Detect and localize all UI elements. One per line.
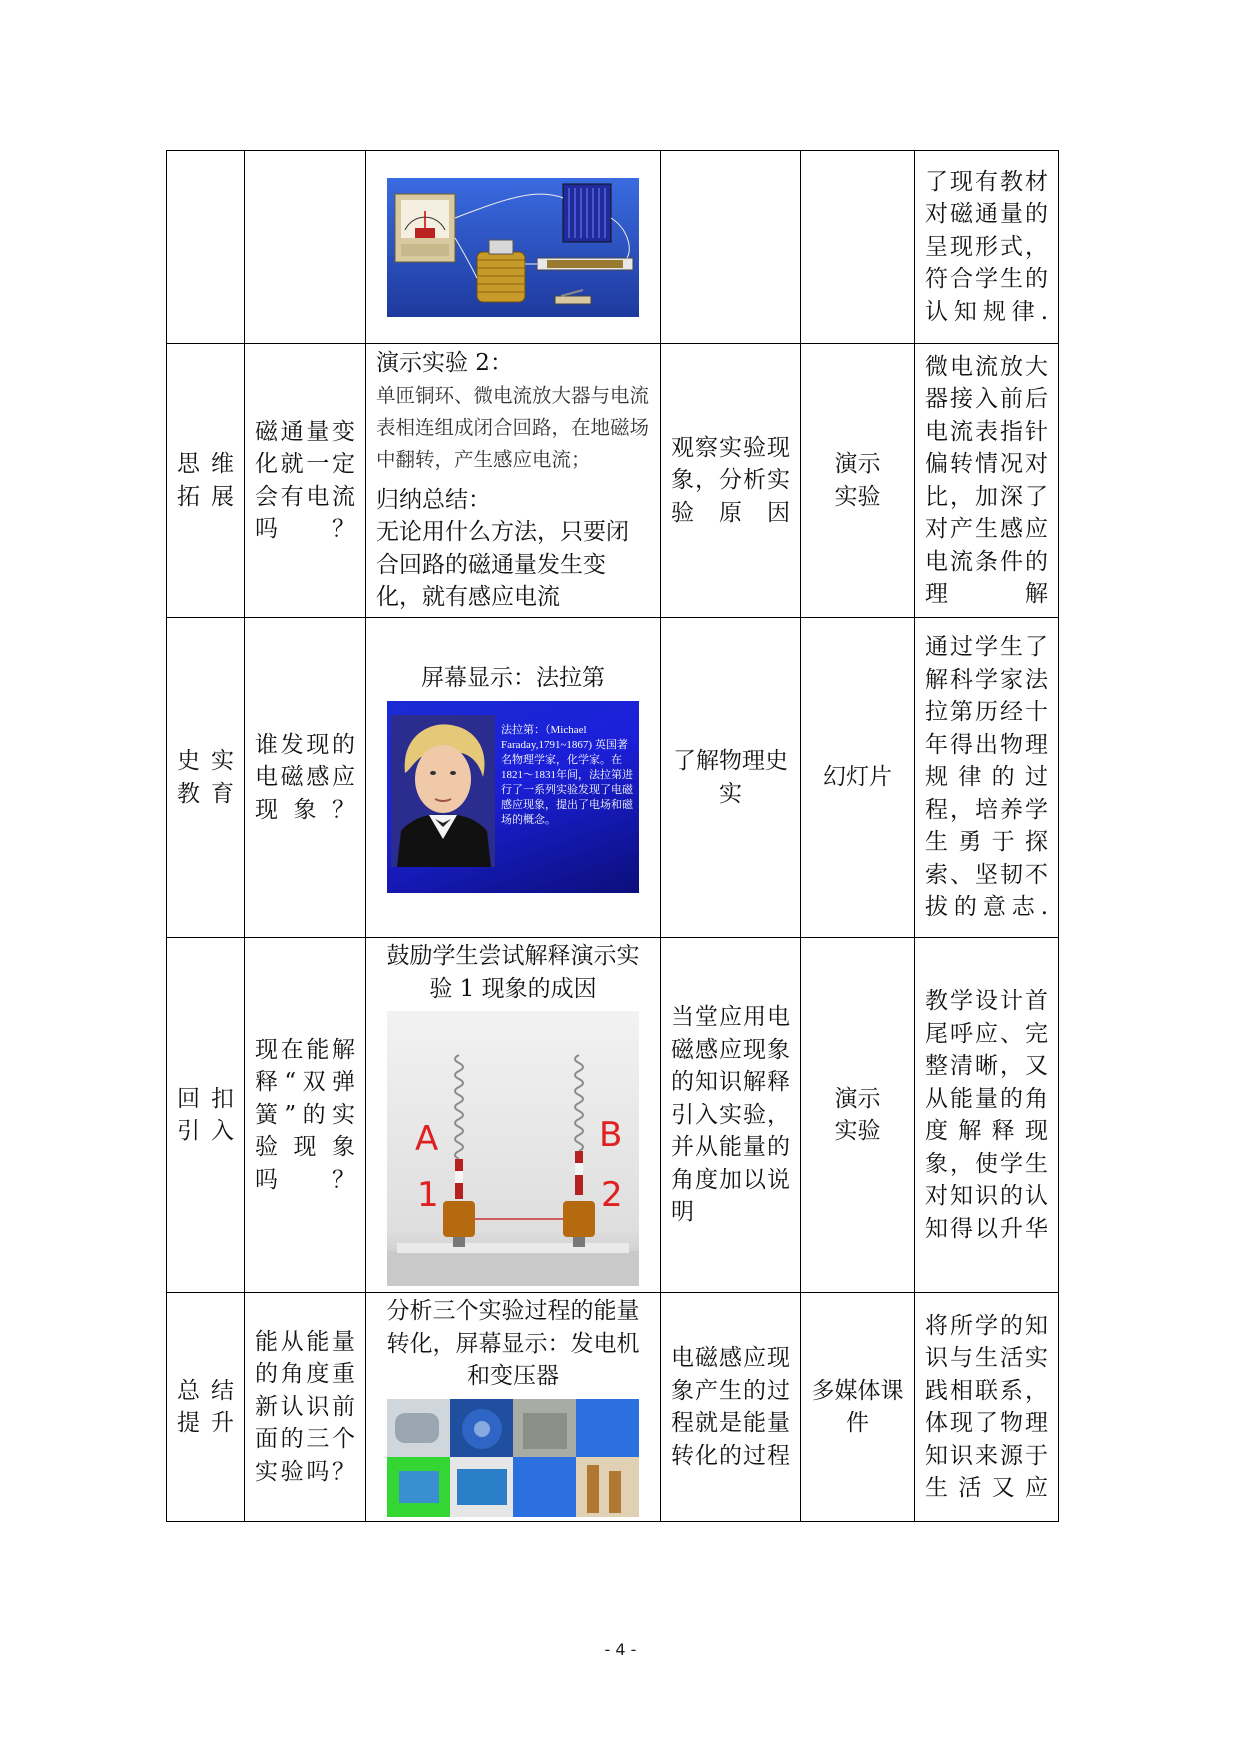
- table-row: [167, 151, 1059, 344]
- question-cell: 现在能解释“双弹簧”的实验现象吗？: [245, 938, 366, 1293]
- method-cell: 演示实验: [801, 344, 915, 618]
- question-cell: [245, 151, 366, 344]
- student-cell: 了解物理史实: [661, 618, 801, 938]
- generator-transformer-collage: [387, 1399, 639, 1517]
- table-row: [167, 1293, 1059, 1522]
- student-cell: 当堂应用电磁感应现象的知识解释引入实验，并从能量的角度加以说明: [661, 938, 801, 1293]
- activity-cell: [366, 938, 661, 1293]
- analysis-caption: 分析三个实验过程的能量转化，屏幕显示：发电机和变压器: [386, 1298, 640, 1389]
- intent-cell: 将所学的知识与生活实践相联系，体现了物理知识来源于生活又应: [915, 1293, 1059, 1522]
- galvanometer-experiment-image: [387, 178, 639, 317]
- slide-caption: 屏幕显示：法拉第: [421, 665, 605, 692]
- activity-cell: [366, 151, 661, 344]
- stage-cell: 史实教育: [167, 618, 245, 938]
- method-cell: 幻灯片: [801, 618, 915, 938]
- intent-cell: 微电流放大器接入前后电流表指针偏转情况对比，加深了对产生感应电流条件的理解: [915, 344, 1059, 618]
- table-row: [167, 938, 1059, 1293]
- method-cell: 演示实验: [801, 938, 915, 1293]
- table-row: [167, 344, 1059, 618]
- intent-cell: 了现有教材对磁通量的呈现形式，符合学生的认知规律.: [915, 151, 1059, 344]
- summary-text: 无论用什么方法，只要闭合回路的磁通量发生变化，就有感应电流: [376, 519, 629, 611]
- activity-cell: [366, 618, 661, 938]
- method-cell: 多媒体课件: [801, 1293, 915, 1522]
- stage-cell: 总结提升: [167, 1293, 245, 1522]
- label-a: A: [415, 1119, 439, 1159]
- demo-title: 演示实验 2：: [376, 350, 513, 377]
- stage-cell: 思维拓展: [167, 344, 245, 618]
- question-cell: 能从能量的角度重新认识前面的三个实验吗？: [245, 1293, 366, 1522]
- activity-cell: [366, 344, 661, 618]
- activity-cell: [366, 1293, 661, 1522]
- question-cell: 磁通量变化就一定会有电流吗？: [245, 344, 366, 618]
- double-spring-photo: [387, 1011, 639, 1286]
- student-cell: 观察实验现象，分析实验原因: [661, 344, 801, 618]
- student-cell: [661, 151, 801, 344]
- table-row: [167, 618, 1059, 938]
- method-cell: [801, 151, 915, 344]
- stage-cell: 回扣引入: [167, 938, 245, 1293]
- page-number: - 4 -: [604, 1640, 637, 1659]
- intent-cell: 通过学生了解科学家法拉第历经十年得出物理规律的过程，培养学生勇于探索、坚韧不拔的意志.: [915, 618, 1059, 938]
- faraday-portrait: [391, 715, 495, 867]
- question-cell: 谁发现的电磁感应现象？: [245, 618, 366, 938]
- label-b: B: [599, 1115, 623, 1155]
- faraday-slide: [387, 701, 639, 893]
- student-cell: 电磁感应现象产生的过程就是能量转化的过程: [661, 1293, 801, 1522]
- slide-text: 法拉第：（Michael Faraday,1791~1867) 英国著名物理学家，化学家。在1821～1831年间，法拉第进行了一系列实验发现了电磁感应现象，提出了电场和磁场的概念。: [501, 723, 633, 826]
- stage-cell: [167, 151, 245, 344]
- intent-cell: 教学设计首尾呼应、完整清晰，又从能量的角度解释现象，使学生对知识的认知得以升华: [915, 938, 1059, 1293]
- lesson-plan-table: [166, 150, 1059, 1522]
- demo-detail: 单匝铜环、微电流放大器与电流表相连组成闭合回路，在地磁场中翻转，产生感应电流；: [376, 383, 650, 471]
- summary-title: 归纳总结：: [376, 486, 491, 513]
- label-1: 1: [417, 1175, 439, 1215]
- encourage-caption: 鼓励学生尝试解释演示实验 1 现象的成因: [386, 943, 640, 1002]
- label-2: 2: [601, 1175, 623, 1215]
